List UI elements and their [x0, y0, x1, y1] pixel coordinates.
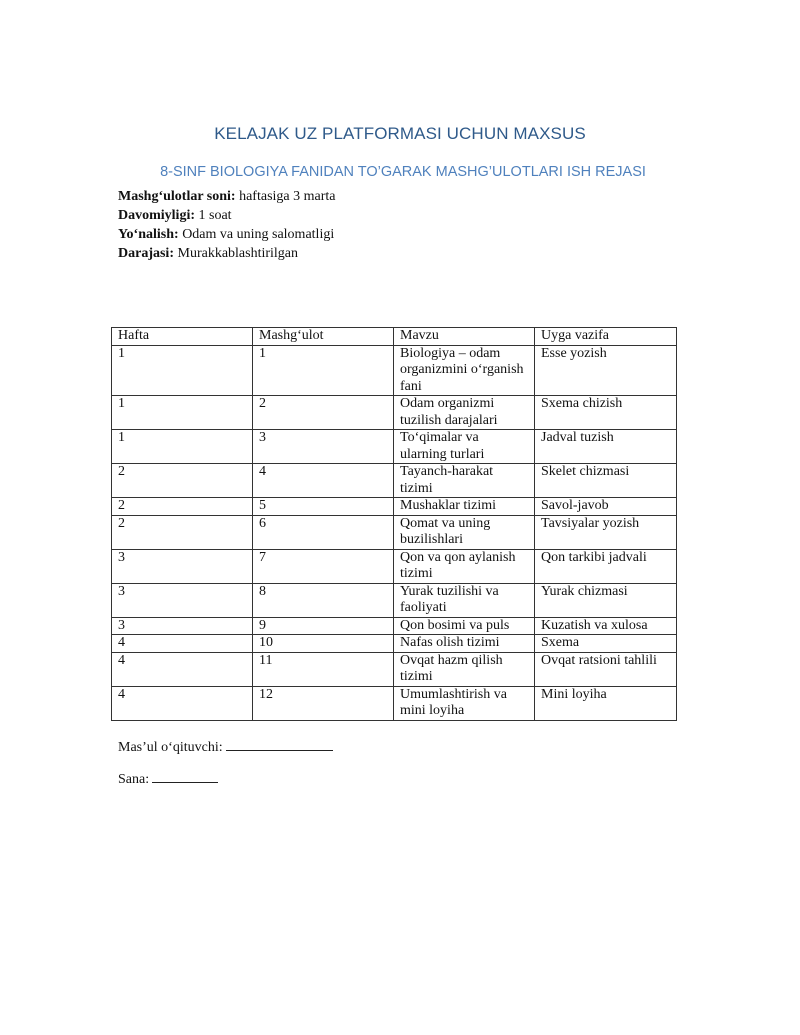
- table-row: [112, 515, 677, 549]
- topic-cell: Nafas olish tizimi: [394, 635, 535, 653]
- date-blank: [152, 769, 218, 783]
- session-cell: 9: [253, 617, 394, 635]
- homework-cell: Qon tarkibi jadvali: [535, 549, 677, 583]
- duration-line: [118, 206, 336, 225]
- homework-cell: Sxema chizish: [535, 396, 677, 430]
- column-header-session: Mashg‘ulot: [253, 328, 394, 346]
- session-cell: 6: [253, 515, 394, 549]
- week-cell: 4: [112, 635, 253, 653]
- level-label: Darajasi:: [118, 246, 174, 261]
- level-line: [118, 244, 336, 263]
- table-row: [112, 498, 677, 516]
- date-label: Sana:: [118, 772, 150, 787]
- week-cell: 4: [112, 686, 253, 720]
- topic-cell: Biologiya – odam organizmini o‘rganish fani: [394, 345, 535, 396]
- direction-label: Yo‘nalish:: [118, 227, 179, 242]
- table-row: [112, 430, 677, 464]
- table-row: [112, 549, 677, 583]
- table-row: [112, 583, 677, 617]
- teacher-signature-blank: [226, 737, 333, 751]
- table-header-row: [112, 328, 677, 346]
- session-cell: 1: [253, 345, 394, 396]
- week-cell: 2: [112, 515, 253, 549]
- session-cell: 8: [253, 583, 394, 617]
- table-row: [112, 617, 677, 635]
- week-cell: 4: [112, 652, 253, 686]
- session-cell: 12: [253, 686, 394, 720]
- column-header-topic: Mavzu: [394, 328, 535, 346]
- plan-details: [118, 187, 336, 263]
- topic-cell: Qon va qon aylanish tizimi: [394, 549, 535, 583]
- homework-cell: Jadval tuzish: [535, 430, 677, 464]
- session-cell: 3: [253, 430, 394, 464]
- week-cell: 3: [112, 617, 253, 635]
- topic-cell: Tayanch-harakat tizimi: [394, 464, 535, 498]
- level-value: Murakkablashtirilgan: [177, 246, 299, 261]
- homework-cell: Tavsiyalar yozish: [535, 515, 677, 549]
- topic-cell: Qon bosimi va puls: [394, 617, 535, 635]
- homework-cell: Sxema: [535, 635, 677, 653]
- responsible-teacher-label: Mas’ul o‘qituvchi:: [118, 740, 223, 755]
- direction-line: [118, 225, 336, 244]
- topic-cell: Mushaklar tizimi: [394, 498, 535, 516]
- session-cell: 10: [253, 635, 394, 653]
- document-subtitle: 8-SINF BIOLOGIYA FANIDAN TO’GARAK MASHG’ULOTLARI ISH REJASI: [160, 164, 646, 180]
- table-row: [112, 345, 677, 396]
- week-cell: 1: [112, 430, 253, 464]
- topic-cell: Odam organizmi tuzilish darajalari: [394, 396, 535, 430]
- homework-cell: Ovqat ratsioni tahlili: [535, 652, 677, 686]
- session-cell: 5: [253, 498, 394, 516]
- week-cell: 2: [112, 464, 253, 498]
- table-row: [112, 635, 677, 653]
- sessions-count-line: [118, 187, 336, 206]
- column-header-week: Hafta: [112, 328, 253, 346]
- topic-cell: To‘qimalar va ularning turlari: [394, 430, 535, 464]
- session-cell: 2: [253, 396, 394, 430]
- week-cell: 3: [112, 583, 253, 617]
- duration-label: Davomiyligi:: [118, 208, 195, 223]
- week-cell: 3: [112, 549, 253, 583]
- homework-cell: Mini loyiha: [535, 686, 677, 720]
- week-cell: 2: [112, 498, 253, 516]
- session-cell: 11: [253, 652, 394, 686]
- homework-cell: Kuzatish va xulosa: [535, 617, 677, 635]
- topic-cell: Umumlashtirish va mini loyiha: [394, 686, 535, 720]
- table-row: [112, 396, 677, 430]
- week-cell: 1: [112, 396, 253, 430]
- topic-cell: Yurak tuzilishi va faoliyati: [394, 583, 535, 617]
- table-row: [112, 464, 677, 498]
- sessions-count-value: haftasiga 3 marta: [239, 189, 336, 204]
- column-header-homework: Uyga vazifa: [535, 328, 677, 346]
- session-cell: 4: [253, 464, 394, 498]
- week-cell: 1: [112, 345, 253, 396]
- table-row: [112, 652, 677, 686]
- homework-cell: Yurak chizmasi: [535, 583, 677, 617]
- sessions-count-label: Mashg‘ulotlar soni:: [118, 189, 236, 204]
- table-row: [112, 686, 677, 720]
- document-title: KELAJAK UZ PLATFORMASI UCHUN MAXSUS: [214, 124, 586, 143]
- topic-cell: Ovqat hazm qilish tizimi: [394, 652, 535, 686]
- homework-cell: Savol-javob: [535, 498, 677, 516]
- lesson-plan-table: [111, 327, 677, 721]
- homework-cell: Skelet chizmasi: [535, 464, 677, 498]
- duration-value: 1 soat: [198, 208, 232, 223]
- session-cell: 7: [253, 549, 394, 583]
- topic-cell: Qomat va uning buzilishlari: [394, 515, 535, 549]
- responsible-teacher-line: [118, 737, 333, 756]
- date-line: [118, 769, 218, 788]
- direction-value: Odam va uning salomatligi: [182, 227, 335, 242]
- homework-cell: Esse yozish: [535, 345, 677, 396]
